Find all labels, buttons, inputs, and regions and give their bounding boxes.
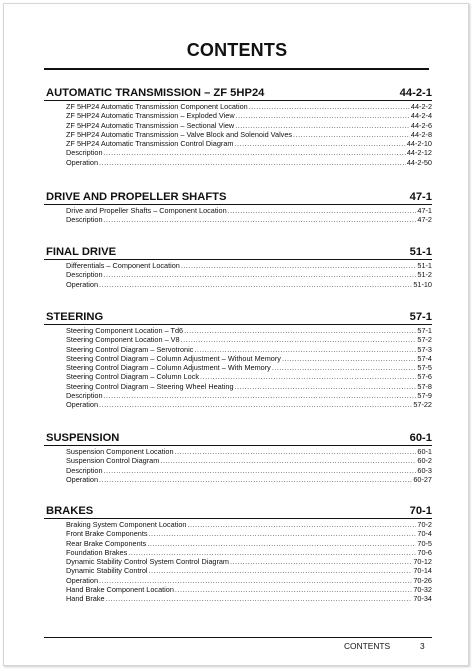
entry-title: ZF 5HP24 Automatic Transmission Component Location (66, 102, 248, 111)
entry-title: Steering Control Diagram – Column Lock (66, 372, 200, 382)
entry-page-number: 70-26 (413, 575, 432, 585)
toc-entry[interactable] (44, 557, 432, 566)
dot-leader (99, 576, 412, 585)
entry-title: Description (66, 215, 103, 225)
toc-entry[interactable] (44, 475, 432, 484)
entry-page-number: 60-1 (417, 447, 432, 456)
entry-title: Suspension Component Location (66, 447, 174, 456)
entry-list (44, 205, 432, 225)
dot-leader (236, 111, 410, 120)
entry-title: Steering Component Location – Td6 (66, 326, 184, 335)
entry-title: Rear Brake Components (66, 538, 147, 548)
toc-entry[interactable] (44, 585, 432, 594)
footer-label: CONTENTS (344, 641, 391, 651)
dot-leader (293, 130, 410, 139)
section-page-number: 70-1 (409, 505, 432, 517)
entry-page-number: 70-34 (413, 594, 432, 604)
entry-title: Steering Control Diagram – Steering Wheel Heating (66, 381, 234, 391)
toc-section (44, 504, 432, 604)
dot-leader (149, 529, 417, 538)
toc-entry[interactable] (44, 520, 432, 529)
toc-entry[interactable] (44, 148, 432, 157)
toc-entry[interactable] (44, 261, 432, 270)
toc-entry[interactable] (44, 529, 432, 538)
entry-title: ZF 5HP24 Automatic Transmission – Valve Block and Solenoid Valves (66, 129, 293, 139)
dot-leader (99, 158, 406, 167)
entry-page-number: 44-2-6 (410, 120, 432, 130)
entry-title: Steering Control Diagram – Servotronic (66, 344, 194, 354)
toc-entry[interactable] (44, 280, 432, 289)
entry-page-number: 70-14 (413, 566, 432, 576)
section-heading (44, 86, 432, 101)
dot-leader (175, 585, 412, 594)
entry-page-number: 70-6 (417, 547, 432, 557)
toc-entry[interactable] (44, 354, 432, 363)
toc-entry[interactable] (44, 363, 432, 372)
section-heading (44, 245, 432, 260)
entry-page-number: 70-12 (413, 557, 432, 567)
toc-entry[interactable] (44, 447, 432, 456)
footer-page-number: 3 (420, 641, 425, 651)
entry-page-number: 60-3 (417, 465, 432, 475)
section-title[interactable]: FINAL DRIVE (46, 246, 117, 258)
toc-section (44, 86, 432, 167)
entry-title: Description (66, 270, 103, 280)
dot-leader (104, 466, 417, 475)
toc-entry[interactable] (44, 139, 432, 148)
entry-page-number: 57-3 (417, 344, 432, 354)
toc-entry[interactable] (44, 566, 432, 575)
dot-leader (147, 539, 416, 548)
entry-title: ZF 5HP24 Automatic Transmission – Exploded View (66, 111, 235, 121)
dot-leader (228, 206, 417, 215)
entry-title: Hand Brake Component Location (66, 585, 174, 595)
dot-leader (187, 520, 416, 529)
dot-leader (104, 270, 417, 279)
dot-leader (104, 215, 417, 224)
toc-entry[interactable] (44, 130, 432, 139)
entry-title: Differentials – Component Location (66, 261, 180, 270)
dot-leader (184, 326, 416, 335)
toc-entry[interactable] (44, 400, 432, 409)
dot-leader (99, 280, 412, 289)
entry-title: Description (66, 391, 103, 401)
entry-page-number: 57-9 (417, 391, 432, 401)
entry-title: Steering Component Location – V8 (66, 335, 180, 345)
entry-title: Hand Brake (66, 594, 105, 604)
section-title[interactable]: BRAKES (46, 505, 94, 517)
toc-entry[interactable] (44, 270, 432, 279)
toc-entry[interactable] (44, 335, 432, 344)
entry-title: Foundation Brakes (66, 547, 128, 557)
toc-section (44, 190, 432, 225)
entry-list (44, 519, 432, 604)
dot-leader (235, 121, 410, 130)
entry-title: Dynamic Stability Control System Control Diagram (66, 557, 230, 567)
entry-title: Steering Control Diagram – Column Adjustment – With Memory (66, 363, 271, 373)
entry-title: Front Brake Components (66, 529, 148, 539)
entry-page-number: 44-2-12 (406, 148, 432, 158)
toc-entry[interactable] (44, 326, 432, 335)
toc-entry[interactable] (44, 206, 432, 215)
dot-leader (106, 594, 413, 603)
section-title[interactable]: SUSPENSION (46, 432, 120, 444)
entry-page-number: 51-1 (417, 261, 432, 270)
dot-leader (194, 345, 416, 354)
entry-list (44, 101, 432, 167)
entry-list (44, 446, 432, 484)
entry-page-number: 57-8 (417, 381, 432, 391)
dot-leader (104, 391, 417, 400)
section-page-number: 57-1 (409, 311, 432, 323)
toc-entry[interactable] (44, 539, 432, 548)
dot-leader (181, 261, 417, 270)
toc-entry[interactable] (44, 382, 432, 391)
toc-entry[interactable] (44, 466, 432, 475)
section-title[interactable]: DRIVE AND PROPELLER SHAFTS (46, 191, 227, 203)
toc-entry[interactable] (44, 215, 432, 224)
toc-entry[interactable] (44, 158, 432, 167)
dot-leader (235, 382, 417, 391)
dot-leader (234, 139, 405, 148)
entry-page-number: 60-27 (413, 474, 432, 484)
dot-leader (282, 354, 416, 363)
section-heading (44, 431, 432, 446)
entry-list (44, 325, 432, 410)
entry-title: Operation (66, 474, 99, 484)
footer-rule (44, 637, 432, 638)
entry-page-number: 44-2-10 (406, 139, 432, 149)
section-page-number: 44-2-1 (399, 87, 432, 99)
dot-leader (99, 400, 412, 409)
entry-title: Description (66, 465, 103, 475)
section-title[interactable]: STEERING (46, 311, 104, 323)
entry-list (44, 260, 432, 289)
entry-title: Operation (66, 157, 99, 167)
entry-title: Drive and Propeller Shafts – Component Location (66, 206, 227, 215)
entry-page-number: 70-32 (413, 585, 432, 595)
entry-title: Dynamic Stability Control (66, 566, 148, 576)
entry-page-number: 44-2-2 (410, 102, 432, 111)
section-heading (44, 504, 432, 519)
section-page-number: 47-1 (409, 191, 432, 203)
section-page-number: 51-1 (409, 246, 432, 258)
toc-entry[interactable] (44, 111, 432, 120)
entry-page-number: 57-2 (417, 335, 432, 345)
dot-leader (230, 557, 412, 566)
dot-leader (104, 148, 406, 157)
entry-page-number: 70-4 (417, 529, 432, 539)
entry-title: Description (66, 148, 103, 158)
entry-title: Steering Control Diagram – Column Adjustment – Without Memory (66, 353, 281, 363)
page-title: CONTENTS (186, 40, 288, 60)
entry-title: Operation (66, 279, 99, 289)
toc-section (44, 245, 432, 289)
entry-page-number: 70-2 (417, 520, 432, 529)
entry-page-number: 57-1 (417, 326, 432, 335)
entry-title: Operation (66, 400, 99, 410)
section-page-number: 60-1 (409, 432, 432, 444)
toc-entry[interactable] (44, 456, 432, 465)
toc-section (44, 431, 432, 484)
entry-page-number: 47-1 (417, 206, 432, 215)
section-heading (44, 190, 432, 205)
toc-section (44, 310, 432, 410)
entry-title: Suspension Control Diagram (66, 456, 160, 466)
section-title[interactable]: AUTOMATIC TRANSMISSION – ZF 5HP24 (46, 87, 265, 99)
toc-entry[interactable] (44, 548, 432, 557)
dot-leader (181, 335, 417, 344)
toc-entry[interactable] (44, 345, 432, 354)
entry-page-number: 70-5 (417, 538, 432, 548)
dot-leader (200, 372, 416, 381)
entry-page-number: 57-22 (413, 400, 432, 410)
entry-page-number: 51-2 (417, 270, 432, 280)
dot-leader (128, 548, 416, 557)
entry-title: ZF 5HP24 Automatic Transmission Control Diagram (66, 139, 234, 149)
entry-page-number: 60-2 (417, 456, 432, 466)
dot-leader (160, 456, 416, 465)
entry-page-number: 44-2-4 (410, 111, 432, 121)
entry-title: ZF 5HP24 Automatic Transmission – Sectional View (66, 120, 235, 130)
entry-page-number: 47-2 (417, 215, 432, 225)
section-heading (44, 310, 432, 325)
entry-page-number: 57-6 (417, 372, 432, 382)
toc-entry[interactable] (44, 372, 432, 381)
dot-leader (249, 102, 410, 111)
toc-entry[interactable] (44, 594, 432, 603)
dot-leader (272, 363, 417, 372)
dot-leader (99, 475, 412, 484)
entry-title: Operation (66, 575, 99, 585)
toc-entry[interactable] (44, 121, 432, 130)
dot-leader (149, 566, 413, 575)
entry-title: Braking System Component Location (66, 520, 187, 529)
toc-entry[interactable] (44, 391, 432, 400)
toc-entry[interactable] (44, 102, 432, 111)
entry-page-number: 57-5 (417, 363, 432, 373)
entry-page-number: 51-10 (413, 279, 432, 289)
entry-page-number: 44-2-50 (406, 157, 432, 167)
dot-leader (175, 447, 417, 456)
entry-page-number: 57-4 (417, 353, 432, 363)
entry-page-number: 44-2-8 (410, 129, 432, 139)
toc-entry[interactable] (44, 576, 432, 585)
